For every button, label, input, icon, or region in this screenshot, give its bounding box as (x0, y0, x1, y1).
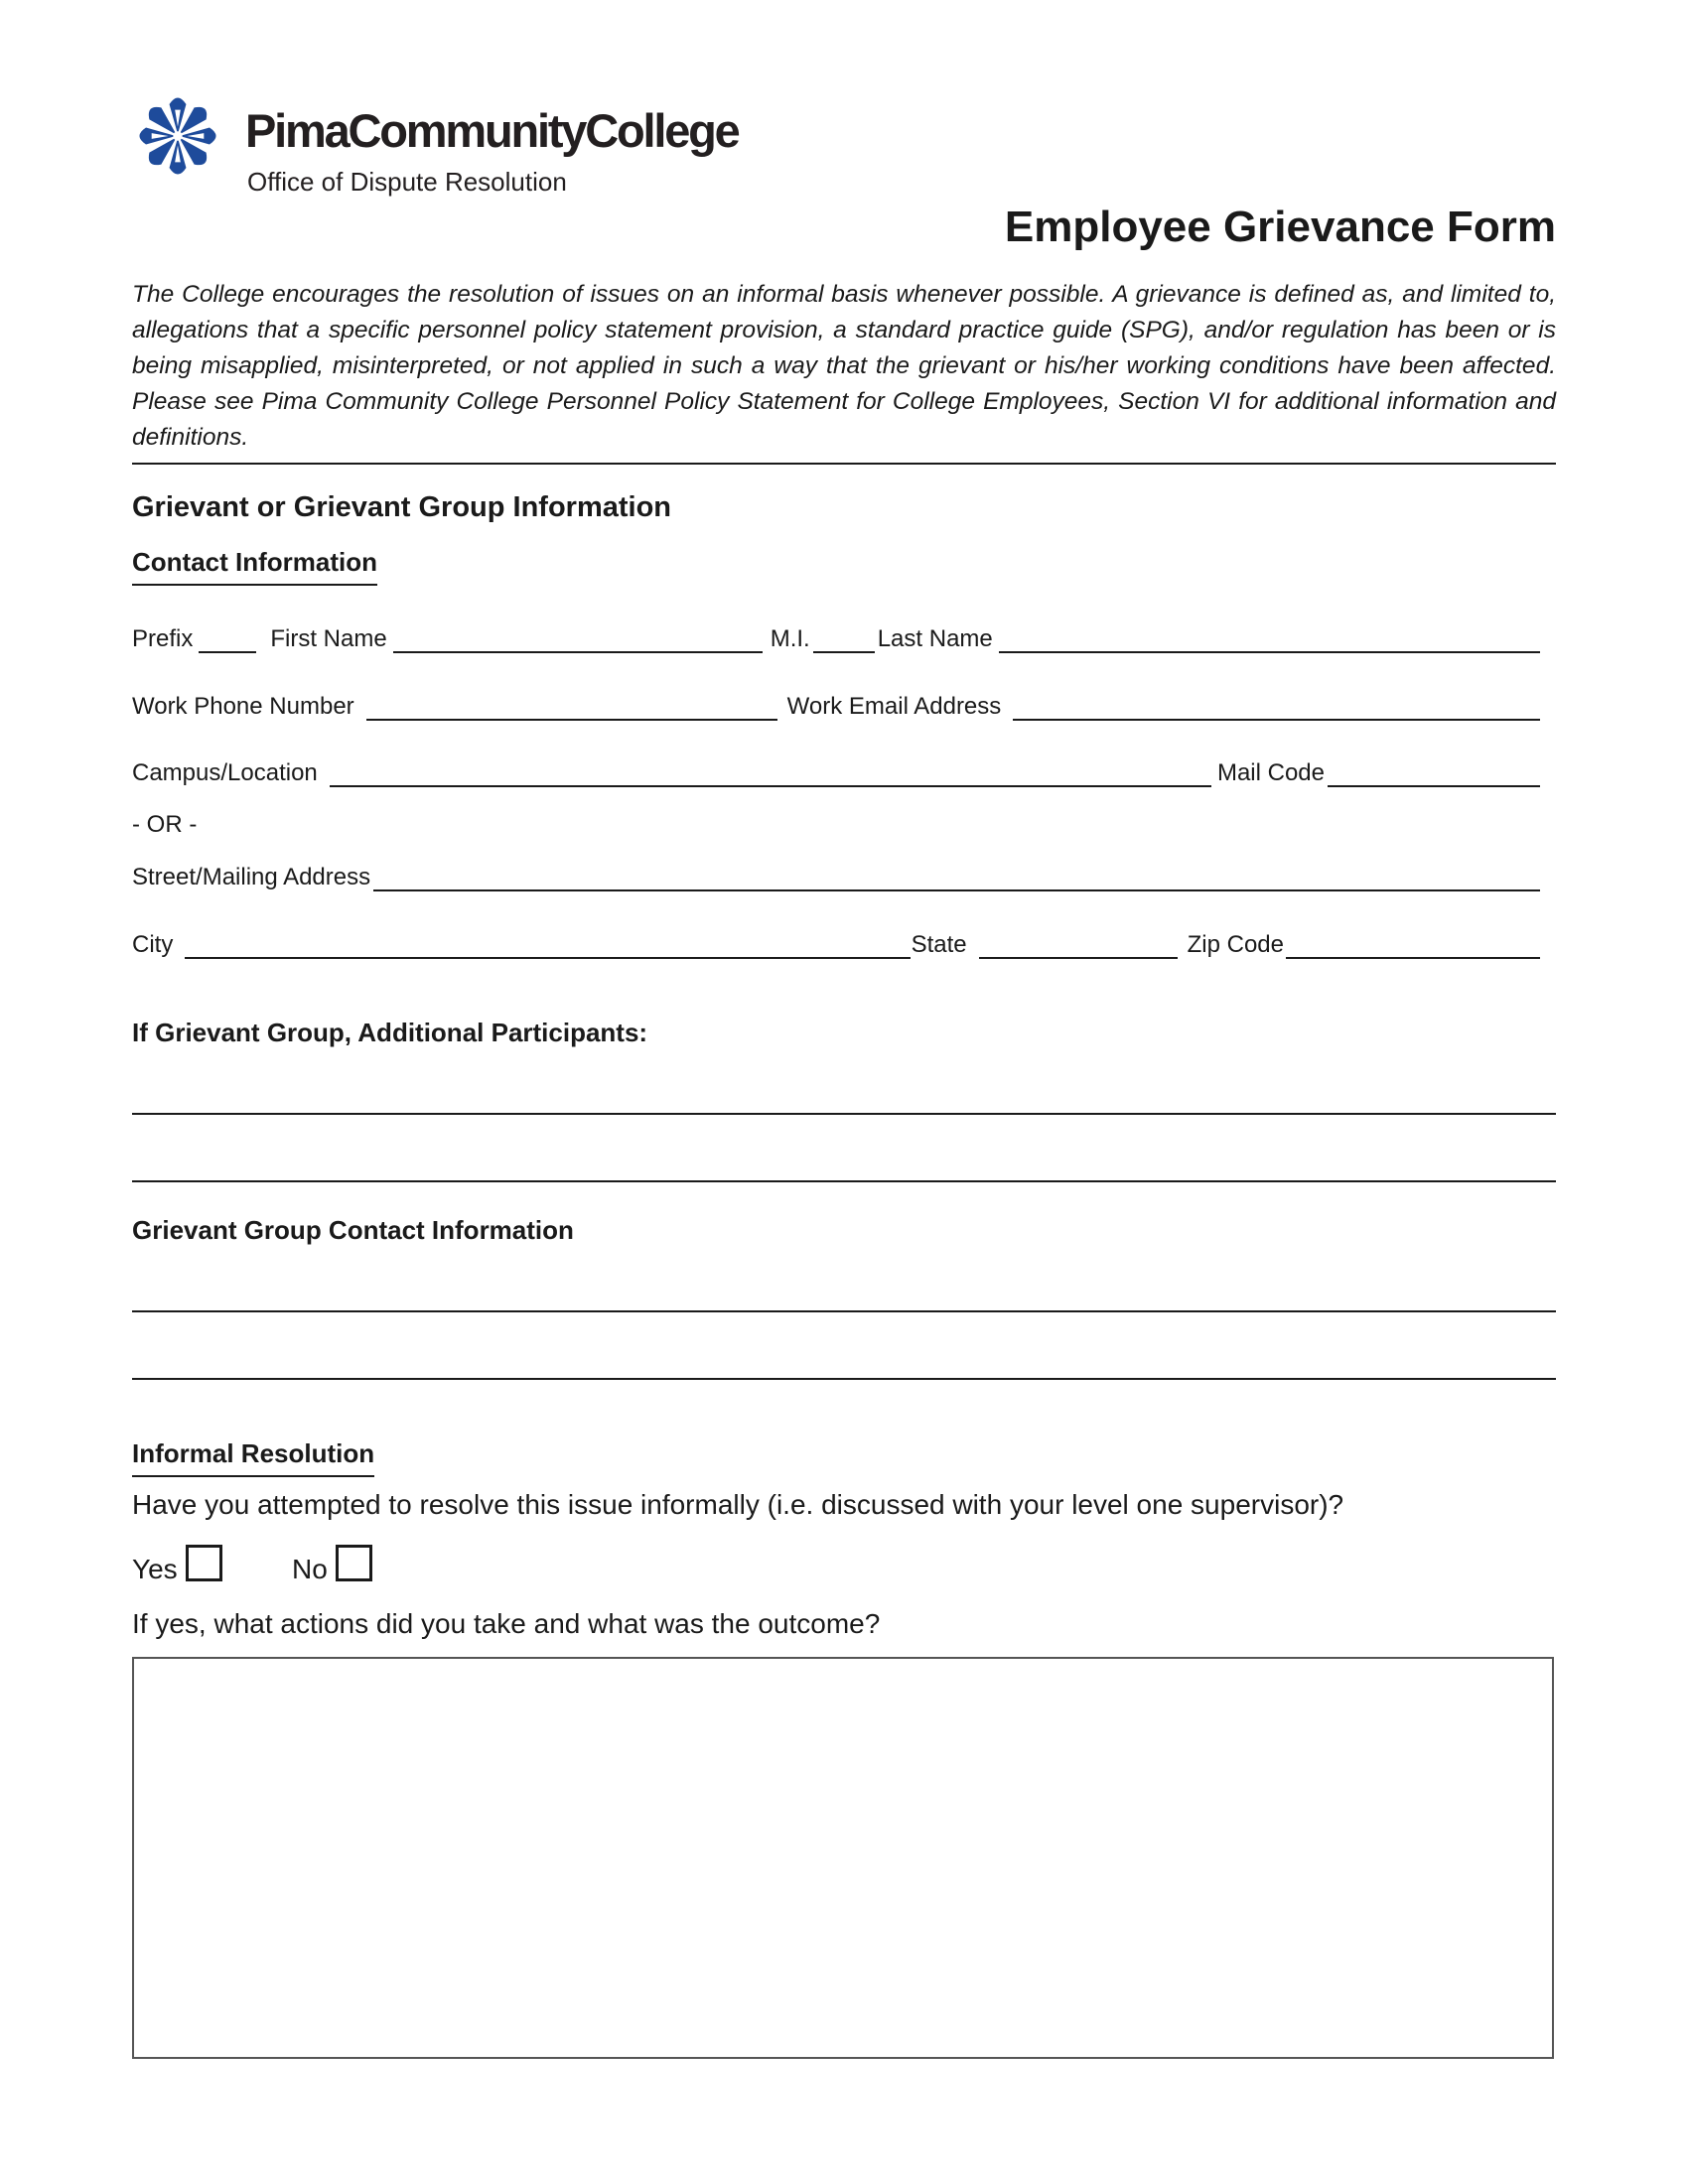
state-field[interactable] (979, 927, 1178, 959)
zip-label: Zip Code (1187, 931, 1284, 958)
group-contact-line[interactable] (132, 1310, 1556, 1312)
campus-label: Campus/Location (132, 759, 318, 786)
mail-code-field[interactable] (1328, 755, 1540, 787)
group-contact-line[interactable] (132, 1378, 1556, 1380)
campus-field[interactable] (330, 755, 1211, 787)
first-name-field[interactable] (393, 621, 763, 653)
yes-option (132, 1545, 222, 1585)
mi-field[interactable] (813, 621, 875, 653)
work-phone-field[interactable] (366, 689, 777, 721)
zip-field[interactable] (1286, 927, 1540, 959)
participants-line[interactable] (132, 1113, 1556, 1115)
contact-info-heading: Contact Information (132, 547, 377, 586)
city-row (132, 923, 1546, 963)
pima-college-logo-icon (131, 89, 224, 183)
no-checkbox[interactable] (336, 1545, 372, 1581)
work-email-label: Work Email Address (786, 693, 1002, 720)
group-contact-heading: Grievant Group Contact Information (132, 1215, 574, 1245)
yes-checkbox[interactable] (186, 1545, 222, 1581)
street-label: Street/Mailing Address (132, 864, 371, 890)
state-label: State (911, 931, 967, 958)
section-divider (132, 463, 1556, 465)
grievant-section-title: Grievant or Grievant Group Information (132, 491, 672, 523)
last-name-label: Last Name (877, 625, 993, 652)
no-label: No (292, 1554, 328, 1584)
college-name: PimaCommunityCollege (245, 104, 739, 157)
last-name-field[interactable] (999, 621, 1540, 653)
city-field[interactable] (185, 927, 910, 959)
street-row (132, 856, 1546, 895)
or-label: - OR - (132, 811, 198, 838)
first-name-label: First Name (270, 625, 387, 652)
informal-question: Have you attempted to resolve this issue informally (i.e. discussed with your level one supervisor)? (132, 1489, 1344, 1520)
street-field[interactable] (373, 860, 1540, 891)
mi-label: M.I. (770, 625, 810, 652)
yes-label: Yes (132, 1554, 178, 1584)
name-row (132, 617, 1546, 657)
no-option (292, 1545, 372, 1585)
work-phone-label: Work Phone Number (132, 693, 354, 720)
work-email-field[interactable] (1013, 689, 1540, 721)
campus-row (132, 751, 1546, 791)
phone-email-row (132, 685, 1546, 725)
participants-line[interactable] (132, 1180, 1556, 1182)
followup-question: If yes, what actions did you take and what was the outcome? (132, 1608, 881, 1639)
prefix-label: Prefix (132, 625, 194, 652)
intro-paragraph: The College encourages the resolution of issues on an informal basis whenever possible. A grievance is defined as, and limited to, allegations that a specific personnel policy statement provision, a standard practice guide (SPG), and/or regulation has been or is being misapplied, misinterpreted, or not applied in such a way that the grievant or his/her working conditions have been affected. Please see Pima Community College Personnel Policy Statement for College Employees, Section VI for additional information and definitions. (132, 281, 1556, 451)
city-label: City (132, 931, 174, 958)
office-name: Office of Dispute Resolution (247, 167, 567, 197)
prefix-field[interactable] (199, 621, 256, 653)
informal-resolution-heading: Informal Resolution (132, 1438, 374, 1477)
mail-code-label: Mail Code (1216, 759, 1325, 786)
outcome-textarea[interactable] (132, 1657, 1554, 2059)
participants-heading: If Grievant Group, Additional Participants: (132, 1018, 648, 1047)
or-row (132, 803, 1546, 843)
form-title: Employee Grievance Form (1004, 203, 1556, 251)
